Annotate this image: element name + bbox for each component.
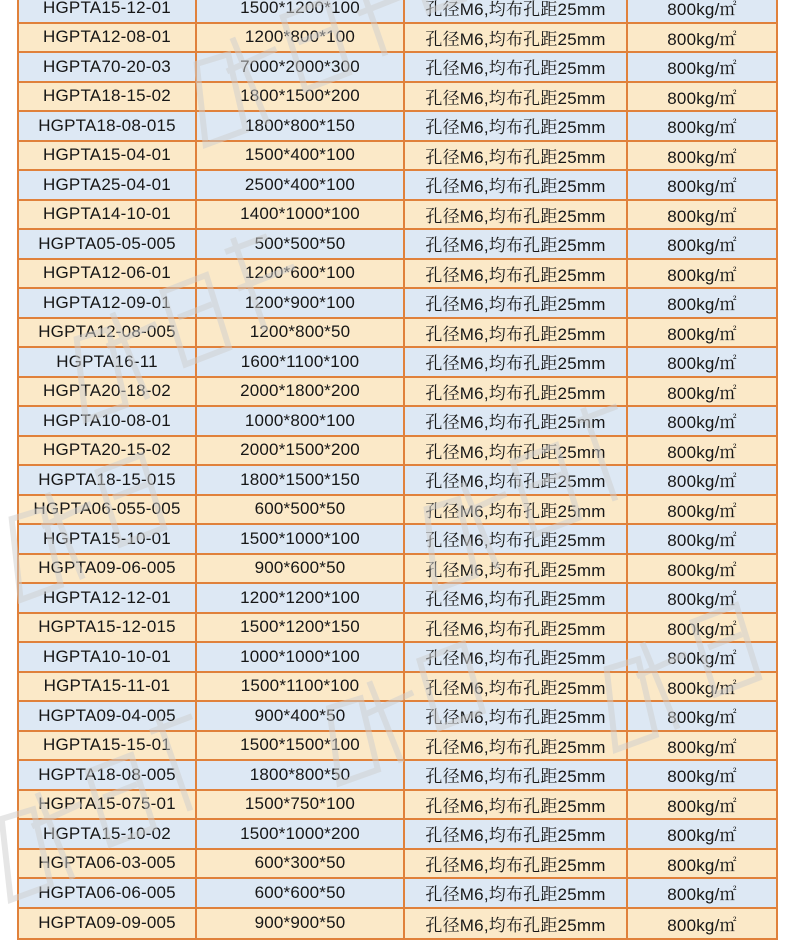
dimensions-cell: 1500*1200*100 bbox=[197, 0, 405, 22]
dimensions-cell: 1500*400*100 bbox=[197, 142, 405, 170]
table-row bbox=[19, 378, 776, 408]
dimensions-cell: 1500*1100*100 bbox=[197, 673, 405, 701]
hole-spec-cell: 孔径M6,均布孔距25mm bbox=[405, 378, 628, 406]
model-number-cell: HGPTA15-075-01 bbox=[19, 791, 197, 819]
dimensions-cell: 1500*1000*100 bbox=[197, 525, 405, 553]
model-number-cell: HGPTA12-12-01 bbox=[19, 584, 197, 612]
load-capacity-cell: 800kg/㎡ bbox=[628, 378, 776, 406]
load-capacity-cell: 800kg/㎡ bbox=[628, 909, 776, 939]
dimensions-cell: 7000*2000*300 bbox=[197, 53, 405, 81]
hole-spec-cell: 孔径M6,均布孔距25mm bbox=[405, 791, 628, 819]
model-number-cell: HGPTA10-08-01 bbox=[19, 407, 197, 435]
hole-spec-cell: 孔径M6,均布孔距25mm bbox=[405, 171, 628, 199]
hole-spec-cell: 孔径M6,均布孔距25mm bbox=[405, 142, 628, 170]
load-capacity-cell: 800kg/㎡ bbox=[628, 53, 776, 81]
dimensions-cell: 1500*1200*150 bbox=[197, 614, 405, 642]
table-row bbox=[19, 525, 776, 555]
table-row bbox=[19, 0, 776, 24]
load-capacity-cell: 800kg/㎡ bbox=[628, 466, 776, 494]
hole-spec-cell: 孔径M6,均布孔距25mm bbox=[405, 201, 628, 229]
table-row bbox=[19, 820, 776, 850]
hole-spec-cell: 孔径M6,均布孔距25mm bbox=[405, 850, 628, 878]
load-capacity-cell: 800kg/㎡ bbox=[628, 437, 776, 465]
dimensions-cell: 1200*600*100 bbox=[197, 260, 405, 288]
model-number-cell: HGPTA70-20-03 bbox=[19, 53, 197, 81]
dimensions-cell: 600*600*50 bbox=[197, 879, 405, 907]
table-row bbox=[19, 260, 776, 290]
hole-spec-cell: 孔径M6,均布孔距25mm bbox=[405, 673, 628, 701]
table-row bbox=[19, 142, 776, 172]
load-capacity-cell: 800kg/㎡ bbox=[628, 702, 776, 730]
load-capacity-cell: 800kg/㎡ bbox=[628, 142, 776, 170]
dimensions-cell: 600*500*50 bbox=[197, 496, 405, 524]
load-capacity-cell: 800kg/㎡ bbox=[628, 83, 776, 111]
table-row bbox=[19, 466, 776, 496]
hole-spec-cell: 孔径M6,均布孔距25mm bbox=[405, 83, 628, 111]
hole-spec-cell: 孔径M6,均布孔距25mm bbox=[405, 319, 628, 347]
table-row bbox=[19, 850, 776, 880]
table-row bbox=[19, 53, 776, 83]
model-number-cell: HGPTA15-04-01 bbox=[19, 142, 197, 170]
dimensions-cell: 1200*800*100 bbox=[197, 24, 405, 52]
hole-spec-cell: 孔径M6,均布孔距25mm bbox=[405, 614, 628, 642]
table-row bbox=[19, 171, 776, 201]
model-number-cell: HGPTA18-08-015 bbox=[19, 112, 197, 140]
model-number-cell: HGPTA15-12-015 bbox=[19, 614, 197, 642]
dimensions-cell: 1600*1100*100 bbox=[197, 348, 405, 376]
model-number-cell: HGPTA14-10-01 bbox=[19, 201, 197, 229]
model-number-cell: HGPTA20-18-02 bbox=[19, 378, 197, 406]
hole-spec-cell: 孔径M6,均布孔距25mm bbox=[405, 879, 628, 907]
table-row bbox=[19, 112, 776, 142]
load-capacity-cell: 800kg/㎡ bbox=[628, 643, 776, 671]
table-row bbox=[19, 230, 776, 260]
load-capacity-cell: 800kg/㎡ bbox=[628, 614, 776, 642]
dimensions-cell: 1800*800*50 bbox=[197, 761, 405, 789]
hole-spec-cell: 孔径M6,均布孔距25mm bbox=[405, 909, 628, 939]
load-capacity-cell: 800kg/㎡ bbox=[628, 289, 776, 317]
load-capacity-cell: 800kg/㎡ bbox=[628, 496, 776, 524]
dimensions-cell: 1800*800*150 bbox=[197, 112, 405, 140]
model-number-cell: HGPTA18-15-015 bbox=[19, 466, 197, 494]
model-number-cell: HGPTA12-08-01 bbox=[19, 24, 197, 52]
load-capacity-cell: 800kg/㎡ bbox=[628, 791, 776, 819]
table-row bbox=[19, 909, 776, 939]
model-number-cell: HGPTA15-10-01 bbox=[19, 525, 197, 553]
table-row bbox=[19, 643, 776, 673]
load-capacity-cell: 800kg/㎡ bbox=[628, 850, 776, 878]
model-number-cell: HGPTA06-06-005 bbox=[19, 879, 197, 907]
load-capacity-cell: 800kg/㎡ bbox=[628, 584, 776, 612]
load-capacity-cell: 800kg/㎡ bbox=[628, 673, 776, 701]
hole-spec-cell: 孔径M6,均布孔距25mm bbox=[405, 24, 628, 52]
dimensions-cell: 1200*1200*100 bbox=[197, 584, 405, 612]
model-number-cell: HGPTA12-06-01 bbox=[19, 260, 197, 288]
hole-spec-cell: 孔径M6,均布孔距25mm bbox=[405, 112, 628, 140]
dimensions-cell: 1500*1500*100 bbox=[197, 732, 405, 760]
hole-spec-cell: 孔径M6,均布孔距25mm bbox=[405, 437, 628, 465]
model-number-cell: HGPTA20-15-02 bbox=[19, 437, 197, 465]
table-row bbox=[19, 348, 776, 378]
table-row bbox=[19, 879, 776, 909]
table-row bbox=[19, 407, 776, 437]
hole-spec-cell: 孔径M6,均布孔距25mm bbox=[405, 496, 628, 524]
table-row bbox=[19, 673, 776, 703]
dimensions-cell: 2000*1500*200 bbox=[197, 437, 405, 465]
hole-spec-cell: 孔径M6,均布孔距25mm bbox=[405, 555, 628, 583]
hole-spec-cell: 孔径M6,均布孔距25mm bbox=[405, 732, 628, 760]
model-number-cell: HGPTA12-09-01 bbox=[19, 289, 197, 317]
hole-spec-cell: 孔径M6,均布孔距25mm bbox=[405, 289, 628, 317]
hole-spec-cell: 孔径M6,均布孔距25mm bbox=[405, 761, 628, 789]
dimensions-cell: 2000*1800*200 bbox=[197, 378, 405, 406]
table-row bbox=[19, 496, 776, 526]
model-number-cell: HGPTA15-10-02 bbox=[19, 820, 197, 848]
model-number-cell: HGPTA15-11-01 bbox=[19, 673, 197, 701]
table-row bbox=[19, 437, 776, 467]
hole-spec-cell: 孔径M6,均布孔距25mm bbox=[405, 643, 628, 671]
hole-spec-cell: 孔径M6,均布孔距25mm bbox=[405, 525, 628, 553]
dimensions-cell: 500*500*50 bbox=[197, 230, 405, 258]
dimensions-cell: 1800*1500*200 bbox=[197, 83, 405, 111]
hole-spec-cell: 孔径M6,均布孔距25mm bbox=[405, 0, 628, 22]
load-capacity-cell: 800kg/㎡ bbox=[628, 24, 776, 52]
model-number-cell: HGPTA06-03-005 bbox=[19, 850, 197, 878]
dimensions-cell: 1200*800*50 bbox=[197, 319, 405, 347]
model-number-cell: HGPTA15-12-01 bbox=[19, 0, 197, 22]
dimensions-cell: 1500*1000*200 bbox=[197, 820, 405, 848]
model-number-cell: HGPTA16-11 bbox=[19, 348, 197, 376]
hole-spec-cell: 孔径M6,均布孔距25mm bbox=[405, 407, 628, 435]
dimensions-cell: 900*900*50 bbox=[197, 909, 405, 939]
model-number-cell: HGPTA18-08-005 bbox=[19, 761, 197, 789]
hole-spec-cell: 孔径M6,均布孔距25mm bbox=[405, 702, 628, 730]
model-number-cell: HGPTA25-04-01 bbox=[19, 171, 197, 199]
load-capacity-cell: 800kg/㎡ bbox=[628, 0, 776, 22]
load-capacity-cell: 800kg/㎡ bbox=[628, 171, 776, 199]
model-number-cell: HGPTA18-15-02 bbox=[19, 83, 197, 111]
load-capacity-cell: 800kg/㎡ bbox=[628, 319, 776, 347]
load-capacity-cell: 800kg/㎡ bbox=[628, 201, 776, 229]
dimensions-cell: 1000*1000*100 bbox=[197, 643, 405, 671]
table-row bbox=[19, 555, 776, 585]
load-capacity-cell: 800kg/㎡ bbox=[628, 820, 776, 848]
dimensions-cell: 1200*900*100 bbox=[197, 289, 405, 317]
load-capacity-cell: 800kg/㎡ bbox=[628, 260, 776, 288]
table-row bbox=[19, 319, 776, 349]
dimensions-cell: 600*300*50 bbox=[197, 850, 405, 878]
load-capacity-cell: 800kg/㎡ bbox=[628, 525, 776, 553]
table-row bbox=[19, 791, 776, 821]
dimensions-cell: 1800*1500*150 bbox=[197, 466, 405, 494]
load-capacity-cell: 800kg/㎡ bbox=[628, 348, 776, 376]
table-row bbox=[19, 732, 776, 762]
table-row bbox=[19, 83, 776, 113]
hole-spec-cell: 孔径M6,均布孔距25mm bbox=[405, 466, 628, 494]
table-row bbox=[19, 614, 776, 644]
hole-spec-cell: 孔径M6,均布孔距25mm bbox=[405, 820, 628, 848]
dimensions-cell: 900*600*50 bbox=[197, 555, 405, 583]
model-number-cell: HGPTA09-04-005 bbox=[19, 702, 197, 730]
dimensions-cell: 900*400*50 bbox=[197, 702, 405, 730]
load-capacity-cell: 800kg/㎡ bbox=[628, 112, 776, 140]
load-capacity-cell: 800kg/㎡ bbox=[628, 879, 776, 907]
hole-spec-cell: 孔径M6,均布孔距25mm bbox=[405, 230, 628, 258]
table-row bbox=[19, 761, 776, 791]
hole-spec-cell: 孔径M6,均布孔距25mm bbox=[405, 260, 628, 288]
table-row bbox=[19, 201, 776, 231]
table-row bbox=[19, 289, 776, 319]
hole-spec-cell: 孔径M6,均布孔距25mm bbox=[405, 348, 628, 376]
dimensions-cell: 1400*1000*100 bbox=[197, 201, 405, 229]
hole-spec-cell: 孔径M6,均布孔距25mm bbox=[405, 584, 628, 612]
model-number-cell: HGPTA06-055-005 bbox=[19, 496, 197, 524]
model-number-cell: HGPTA09-06-005 bbox=[19, 555, 197, 583]
dimensions-cell: 2500*400*100 bbox=[197, 171, 405, 199]
product-spec-table bbox=[17, 0, 778, 940]
load-capacity-cell: 800kg/㎡ bbox=[628, 732, 776, 760]
table-row bbox=[19, 24, 776, 54]
model-number-cell: HGPTA12-08-005 bbox=[19, 319, 197, 347]
model-number-cell: HGPTA05-05-005 bbox=[19, 230, 197, 258]
hole-spec-cell: 孔径M6,均布孔距25mm bbox=[405, 53, 628, 81]
dimensions-cell: 1000*800*100 bbox=[197, 407, 405, 435]
load-capacity-cell: 800kg/㎡ bbox=[628, 555, 776, 583]
table-row bbox=[19, 584, 776, 614]
dimensions-cell: 1500*750*100 bbox=[197, 791, 405, 819]
load-capacity-cell: 800kg/㎡ bbox=[628, 230, 776, 258]
model-number-cell: HGPTA09-09-005 bbox=[19, 909, 197, 939]
load-capacity-cell: 800kg/㎡ bbox=[628, 407, 776, 435]
model-number-cell: HGPTA10-10-01 bbox=[19, 643, 197, 671]
table-row bbox=[19, 702, 776, 732]
model-number-cell: HGPTA15-15-01 bbox=[19, 732, 197, 760]
load-capacity-cell: 800kg/㎡ bbox=[628, 761, 776, 789]
